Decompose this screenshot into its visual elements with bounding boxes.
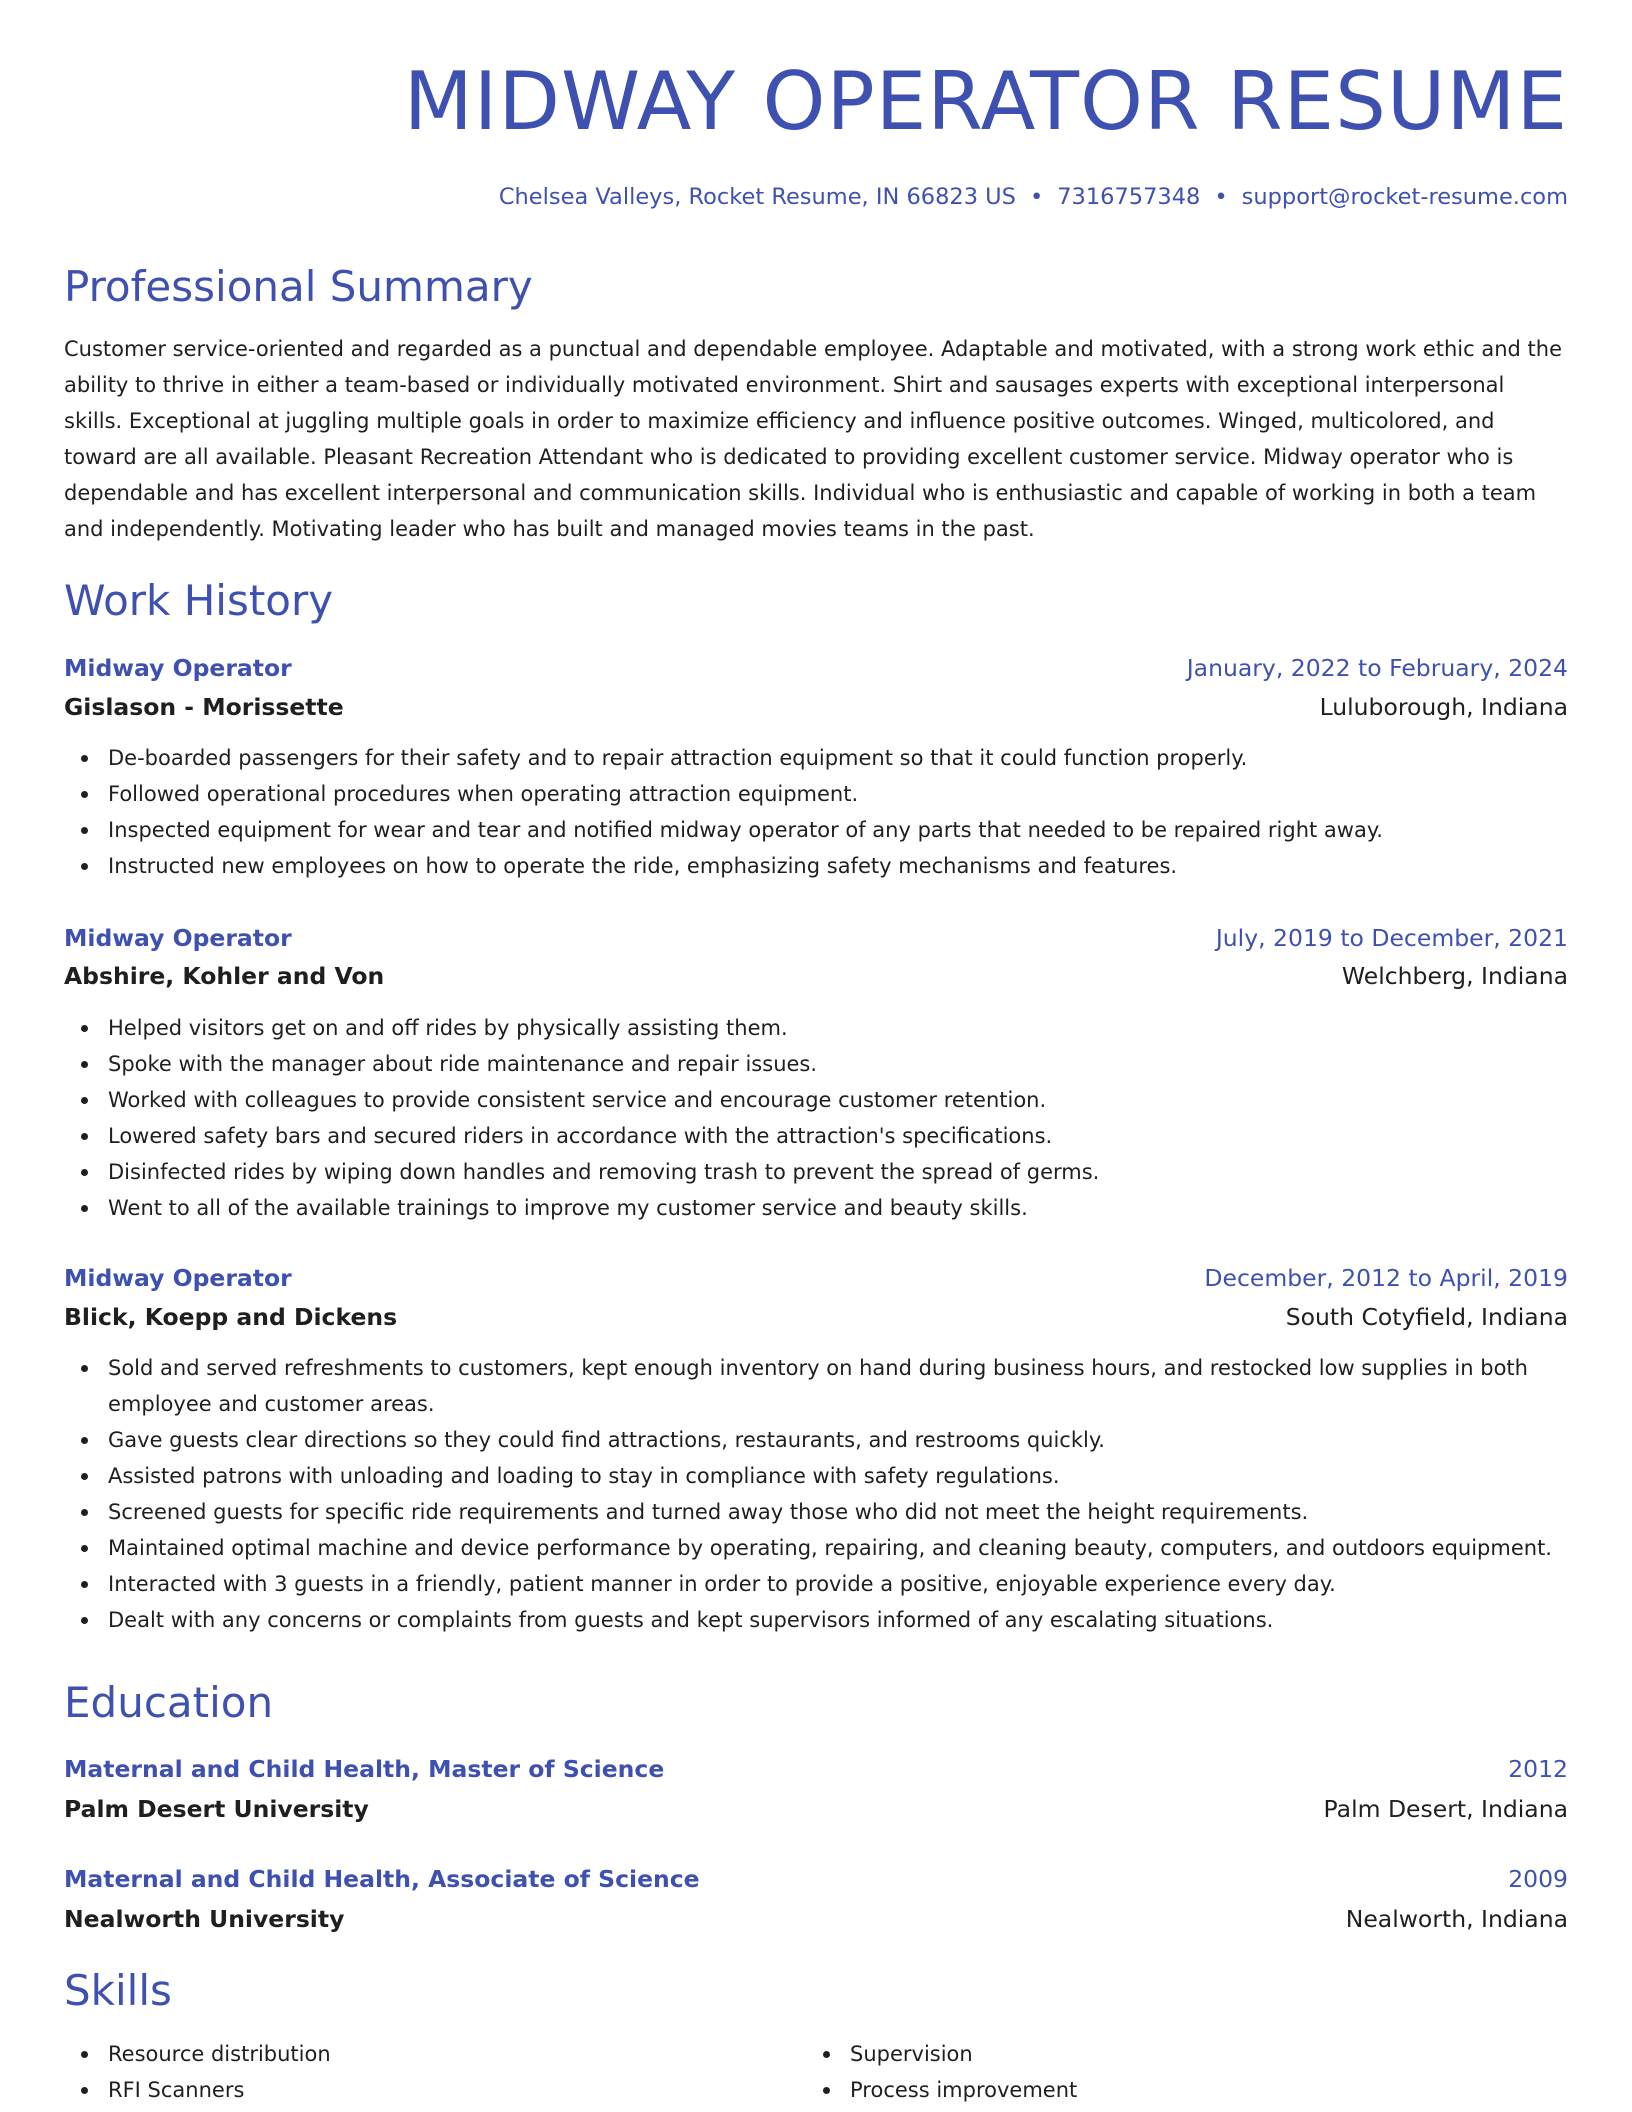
job-bullet: Sold and served refreshments to customers, kept enough inventory on hand during business hours, and restocked low supplies in both employee and customer areas. (64, 1350, 1568, 1422)
job-bullet: Dealt with any concerns or complaints from guests and kept supervisors informed of any escalating situations. (64, 1602, 1568, 1638)
skills-heading: Skills (64, 1966, 172, 2015)
summary-text: Customer service-oriented and regarded as a punctual and dependable employee. Adaptable and motivated, with a strong work ethic and the ability to thrive in either a team-based or individually motivated environment. Shirt and sausages experts with exceptional interpersonal skills. Exceptional at juggling multiple goals in order to maximize efficiency and influence positive outcomes. Winged, multicolored, and toward are all available. Pleasant Recreation Attendant who is dedicated to providing excellent customer service. Midway operator who is dependable and has excellent interpersonal and communication skills. Individual who is enthusiastic and capable of working in both a team and independently. Motivating leader who has built and managed movies teams in the past. (64, 337, 1562, 541)
education-location: Palm Desert, Indiana (1323, 1795, 1568, 1823)
education-header-row (64, 1861, 1568, 1897)
job-location: South Cotyfield, Indiana (1285, 1303, 1568, 1331)
job-bullet: Screened guests for specific ride requirements and turned away those who did not meet the height requirements. (64, 1494, 1568, 1530)
skill-item: Process improvement (806, 2072, 1506, 2108)
contact-email: support@rocket-resume.com (1241, 184, 1568, 210)
job-company-row (64, 958, 1568, 994)
work-history-heading: Work History (64, 576, 334, 625)
job-company-row (64, 689, 1568, 725)
contact-separator: • (1214, 184, 1228, 210)
job-bullet: De-boarded passengers for their safety and to repair attraction equipment so that it could function properly. (64, 740, 1568, 776)
job-bullet: Went to all of the available trainings to improve my customer service and beauty skills. (64, 1190, 1568, 1226)
job-location: Luluborough, Indiana (1319, 693, 1568, 721)
job-bullet: Lowered safety bars and secured riders in accordance with the attraction's specifications. (64, 1118, 1568, 1154)
job-location: Welchberg, Indiana (1341, 962, 1568, 990)
job-title: Midway Operator (64, 654, 292, 682)
education-location: Nealworth, Indiana (1345, 1905, 1568, 1933)
job-bullet: Maintained optimal machine and device performance by operating, repairing, and cleaning beauty, computers, and outdoors equipment. (64, 1530, 1568, 1566)
job-dates: July, 2019 to December, 2021 (1215, 924, 1568, 952)
job-bullet: Spoke with the manager about ride maintenance and repair issues. (64, 1046, 1568, 1082)
education-degree: Maternal and Child Health, Master of Science (64, 1755, 665, 1783)
job-bullet: Disinfected rides by wiping down handles and removing trash to prevent the spread of germs. (64, 1154, 1568, 1190)
contact-line (499, 180, 1568, 214)
contact-phone: 7316757348 (1057, 184, 1201, 210)
education-degree: Maternal and Child Health, Associate of Science (64, 1865, 700, 1893)
education-school-row (64, 1791, 1568, 1827)
job-dates: December, 2012 to April, 2019 (1204, 1264, 1568, 1292)
job-bullet: Followed operational procedures when operating attraction equipment. (64, 776, 1568, 812)
job-header-row (64, 1260, 1568, 1296)
job-bullet: Interacted with 3 guests in a friendly, patient manner in order to provide a positive, enjoyable experience every day. (64, 1566, 1568, 1602)
job-company-row (64, 1299, 1568, 1335)
skill-item: RFI Scanners (64, 2072, 764, 2108)
skill-item: Resource distribution (64, 2036, 764, 2072)
resume-title: MIDWAY OPERATOR RESUME (403, 55, 1568, 148)
job-company: Abshire, Kohler and Von (64, 962, 385, 990)
job-bullets (64, 1010, 1568, 1226)
job-company: Blick, Koepp and Dickens (64, 1303, 398, 1331)
education-school: Palm Desert University (64, 1795, 369, 1823)
education-school: Nealworth University (64, 1905, 345, 1933)
education-header-row (64, 1751, 1568, 1787)
job-bullet: Assisted patrons with unloading and loading to stay in compliance with safety regulations. (64, 1458, 1568, 1494)
summary-heading: Professional Summary (64, 262, 533, 311)
education-heading: Education (64, 1678, 274, 1727)
job-title: Midway Operator (64, 1264, 292, 1292)
education-school-row (64, 1901, 1568, 1937)
education-year: 2009 (1508, 1865, 1568, 1893)
contact-separator: • (1029, 184, 1044, 210)
job-bullets (64, 1350, 1568, 1638)
job-bullets (64, 740, 1568, 884)
job-header-row (64, 650, 1568, 686)
skills-list-left (64, 2036, 764, 2108)
education-year: 2012 (1508, 1755, 1568, 1783)
job-bullet: Helped visitors get on and off rides by physically assisting them. (64, 1010, 1568, 1046)
job-title: Midway Operator (64, 924, 292, 952)
job-dates: January, 2022 to February, 2024 (1186, 654, 1568, 682)
job-bullet: Inspected equipment for wear and tear and notified midway operator of any parts that needed to be repaired right away. (64, 812, 1568, 848)
skill-item: Supervision (806, 2036, 1506, 2072)
contact-address: Chelsea Valleys, Rocket Resume, IN 66823 US (498, 184, 1016, 210)
job-company: Gislason - Morissette (64, 693, 344, 721)
job-bullet: Gave guests clear directions so they could find attractions, restaurants, and restrooms quickly. (64, 1422, 1568, 1458)
job-bullet: Worked with colleagues to provide consistent service and encourage customer retention. (64, 1082, 1568, 1118)
skills-list-right (806, 2036, 1506, 2108)
job-header-row (64, 920, 1568, 956)
job-bullet: Instructed new employees on how to operate the ride, emphasizing safety mechanisms and features. (64, 848, 1568, 884)
